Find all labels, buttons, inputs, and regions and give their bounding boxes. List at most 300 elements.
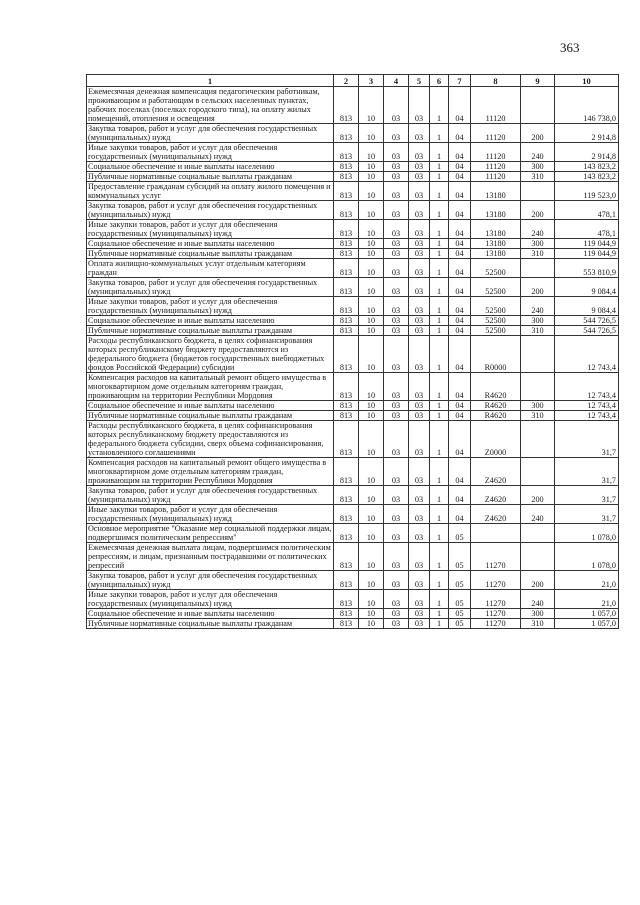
table-row — [87, 124, 619, 143]
code-cell-col-4: 03 — [384, 458, 409, 486]
code-cell-col-6: 1 — [430, 87, 449, 124]
code-cell-col-6: 1 — [430, 201, 449, 220]
code-cell-col-7: 04 — [449, 336, 471, 373]
code-cell-col-5: 03 — [409, 162, 430, 172]
code-cell-col-4: 03 — [384, 571, 409, 590]
code-cell-col-6: 1 — [430, 124, 449, 143]
table-row — [87, 316, 619, 326]
row-description: Предоставление гражданам субсидий на оплату жилого помещения и коммунальных услуг — [87, 182, 334, 201]
code-cell-col-6: 1 — [430, 609, 449, 619]
code-cell-col-3: 10 — [359, 239, 384, 249]
column-header-8: 8 — [471, 75, 521, 87]
table-row — [87, 326, 619, 336]
amount-cell: 1 057,0 — [555, 619, 619, 629]
code-cell-col-5: 03 — [409, 316, 430, 326]
code-cell-col-4: 03 — [384, 401, 409, 411]
code-cell-col-7: 05 — [449, 590, 471, 609]
code-cell-col-7: 05 — [449, 619, 471, 629]
code-cell-col-7: 05 — [449, 524, 471, 543]
code-cell-col-4: 03 — [384, 239, 409, 249]
code-cell-col-2: 813 — [334, 326, 359, 336]
row-description: Ежемесячная денежная выплата лицам, подвергшимся политическим репрессиям, и лицам, признанным пострадавшими от политических репрессий — [87, 543, 334, 571]
code-cell-col-2: 813 — [334, 297, 359, 316]
row-description: Публичные нормативные социальные выплаты гражданам — [87, 249, 334, 259]
code-cell-col-9 — [521, 524, 555, 543]
code-cell-col-6: 1 — [430, 143, 449, 162]
code-cell-col-4: 03 — [384, 297, 409, 316]
amount-cell: 119 044,9 — [555, 239, 619, 249]
code-cell-col-4: 03 — [384, 162, 409, 172]
code-cell-col-9: 300 — [521, 609, 555, 619]
code-cell-col-2: 813 — [334, 182, 359, 201]
code-cell-col-2: 813 — [334, 543, 359, 571]
code-cell-col-7: 04 — [449, 505, 471, 524]
code-cell-col-4: 03 — [384, 411, 409, 421]
code-cell-col-6: 1 — [430, 486, 449, 505]
code-cell-col-6: 1 — [430, 421, 449, 458]
code-cell-col-9: 240 — [521, 590, 555, 609]
code-cell-col-2: 813 — [334, 220, 359, 239]
code-cell-col-3: 10 — [359, 458, 384, 486]
code-cell-col-5: 03 — [409, 411, 430, 421]
code-cell-col-4: 03 — [384, 182, 409, 201]
amount-cell: 12 743,4 — [555, 336, 619, 373]
code-cell-col-8: Z4620 — [471, 505, 521, 524]
code-cell-col-5: 03 — [409, 297, 430, 316]
code-cell-col-7: 04 — [449, 278, 471, 297]
table-row — [87, 571, 619, 590]
amount-cell: 12 743,4 — [555, 401, 619, 411]
code-cell-col-8: Z0000 — [471, 421, 521, 458]
code-cell-col-9: 310 — [521, 326, 555, 336]
code-cell-col-7: 04 — [449, 297, 471, 316]
code-cell-col-5: 03 — [409, 524, 430, 543]
column-header-10: 10 — [555, 75, 619, 87]
amount-cell: 1 057,0 — [555, 609, 619, 619]
amount-cell: 544 726,5 — [555, 316, 619, 326]
code-cell-col-8: 11120 — [471, 124, 521, 143]
code-cell-col-3: 10 — [359, 486, 384, 505]
table-row — [87, 619, 619, 629]
amount-cell: 12 743,4 — [555, 373, 619, 401]
amount-cell: 31,7 — [555, 458, 619, 486]
code-cell-col-4: 03 — [384, 336, 409, 373]
code-cell-col-7: 04 — [449, 249, 471, 259]
code-cell-col-2: 813 — [334, 249, 359, 259]
row-description: Закупка товаров, работ и услуг для обеспечения государственных (муниципальных) нужд — [87, 201, 334, 220]
code-cell-col-9: 240 — [521, 220, 555, 239]
code-cell-col-5: 03 — [409, 458, 430, 486]
table-row — [87, 239, 619, 249]
table-row — [87, 87, 619, 124]
table-row — [87, 505, 619, 524]
code-cell-col-8: 11270 — [471, 619, 521, 629]
amount-cell: 31,7 — [555, 421, 619, 458]
code-cell-col-4: 03 — [384, 172, 409, 182]
code-cell-col-2: 813 — [334, 609, 359, 619]
amount-cell: 31,7 — [555, 505, 619, 524]
code-cell-col-3: 10 — [359, 124, 384, 143]
code-cell-col-4: 03 — [384, 278, 409, 297]
table-row — [87, 336, 619, 373]
code-cell-col-7: 04 — [449, 220, 471, 239]
code-cell-col-2: 813 — [334, 316, 359, 326]
code-cell-col-3: 10 — [359, 401, 384, 411]
code-cell-col-4: 03 — [384, 524, 409, 543]
code-cell-col-6: 1 — [430, 239, 449, 249]
code-cell-col-8: 13180 — [471, 239, 521, 249]
code-cell-col-2: 813 — [334, 259, 359, 278]
code-cell-col-5: 03 — [409, 486, 430, 505]
code-cell-col-5: 03 — [409, 220, 430, 239]
row-description: Закупка товаров, работ и услуг для обеспечения государственных (муниципальных) нужд — [87, 486, 334, 505]
code-cell-col-9: 300 — [521, 401, 555, 411]
code-cell-col-4: 03 — [384, 421, 409, 458]
code-cell-col-6: 1 — [430, 571, 449, 590]
code-cell-col-6: 1 — [430, 543, 449, 571]
code-cell-col-9: 200 — [521, 486, 555, 505]
code-cell-col-3: 10 — [359, 249, 384, 259]
code-cell-col-5: 03 — [409, 124, 430, 143]
row-description: Оплата жилищно-коммунальных услуг отдельным категориям граждан — [87, 259, 334, 278]
amount-cell: 1 078,0 — [555, 543, 619, 571]
code-cell-col-8: 11270 — [471, 571, 521, 590]
code-cell-col-4: 03 — [384, 609, 409, 619]
code-cell-col-6: 1 — [430, 373, 449, 401]
code-cell-col-2: 813 — [334, 619, 359, 629]
code-cell-col-8: Z4620 — [471, 486, 521, 505]
code-cell-col-9: 200 — [521, 571, 555, 590]
code-cell-col-8: 13180 — [471, 220, 521, 239]
amount-cell: 119 044,9 — [555, 249, 619, 259]
code-cell-col-5: 03 — [409, 619, 430, 629]
table-row — [87, 373, 619, 401]
code-cell-col-2: 813 — [334, 411, 359, 421]
column-header-9: 9 — [521, 75, 555, 87]
row-description: Публичные нормативные социальные выплаты гражданам — [87, 326, 334, 336]
row-description: Расходы республиканского бюджета, в целях софинансирования которых республиканскому бюджету предоставляются из федерального бюджета субсидии, сверх объема софинансирования, установленного соглашениями — [87, 421, 334, 458]
code-cell-col-2: 813 — [334, 373, 359, 401]
table-row — [87, 590, 619, 609]
code-cell-col-6: 1 — [430, 411, 449, 421]
amount-cell: 143 823,2 — [555, 162, 619, 172]
code-cell-col-2: 813 — [334, 571, 359, 590]
amount-cell: 1 078,0 — [555, 524, 619, 543]
code-cell-col-8: 11120 — [471, 143, 521, 162]
row-description: Компенсация расходов на капитальный ремонт общего имущества в многоквартирном доме отдельным категориям граждан, проживающим на территории Республики Мордовия — [87, 373, 334, 401]
code-cell-col-6: 1 — [430, 619, 449, 629]
amount-cell: 478,1 — [555, 220, 619, 239]
table-row — [87, 278, 619, 297]
table-row — [87, 421, 619, 458]
code-cell-col-8: 11270 — [471, 590, 521, 609]
code-cell-col-4: 03 — [384, 220, 409, 239]
code-cell-col-7: 04 — [449, 458, 471, 486]
table-row — [87, 609, 619, 619]
code-cell-col-2: 813 — [334, 590, 359, 609]
code-cell-col-9 — [521, 259, 555, 278]
code-cell-col-8: 13180 — [471, 182, 521, 201]
code-cell-col-2: 813 — [334, 421, 359, 458]
table-row — [87, 524, 619, 543]
amount-cell: 2 914,8 — [555, 143, 619, 162]
code-cell-col-2: 813 — [334, 162, 359, 172]
table-body — [87, 87, 619, 629]
row-description: Иные закупки товаров, работ и услуг для обеспечения государственных (муниципальных) нужд — [87, 297, 334, 316]
code-cell-col-4: 03 — [384, 316, 409, 326]
amount-cell: 9 084,4 — [555, 278, 619, 297]
table-row — [87, 543, 619, 571]
code-cell-col-8: 11120 — [471, 172, 521, 182]
code-cell-col-8: 11270 — [471, 609, 521, 619]
code-cell-col-2: 813 — [334, 172, 359, 182]
table-row — [87, 162, 619, 172]
row-description: Социальное обеспечение и иные выплаты населению — [87, 239, 334, 249]
row-description: Закупка товаров, работ и услуг для обеспечения государственных (муниципальных) нужд — [87, 124, 334, 143]
amount-cell: 478,1 — [555, 201, 619, 220]
code-cell-col-7: 05 — [449, 609, 471, 619]
column-header-6: 6 — [430, 75, 449, 87]
row-description: Социальное обеспечение и иные выплаты населению — [87, 162, 334, 172]
code-cell-col-9: 300 — [521, 239, 555, 249]
code-cell-col-5: 03 — [409, 278, 430, 297]
code-cell-col-4: 03 — [384, 619, 409, 629]
code-cell-col-8: R0000 — [471, 336, 521, 373]
code-cell-col-2: 813 — [334, 458, 359, 486]
code-cell-col-8: 13180 — [471, 201, 521, 220]
row-description: Расходы республиканского бюджета, в целях софинансирования которых республиканскому бюджету предоставляются из федерального бюджета (бюджетов государственных внебюджетных фондов Российской Федерации) субсидии — [87, 336, 334, 373]
code-cell-col-5: 03 — [409, 421, 430, 458]
code-cell-col-2: 813 — [334, 336, 359, 373]
code-cell-col-6: 1 — [430, 401, 449, 411]
code-cell-col-7: 04 — [449, 124, 471, 143]
table-row — [87, 201, 619, 220]
code-cell-col-9: 310 — [521, 172, 555, 182]
row-description: Закупка товаров, работ и услуг для обеспечения государственных (муниципальных) нужд — [87, 571, 334, 590]
table-row — [87, 486, 619, 505]
code-cell-col-2: 813 — [334, 401, 359, 411]
code-cell-col-9: 240 — [521, 297, 555, 316]
code-cell-col-4: 03 — [384, 590, 409, 609]
code-cell-col-3: 10 — [359, 590, 384, 609]
row-description: Компенсация расходов на капитальный ремонт общего имущества в многоквартирном доме отдельным категориям граждан, проживающим на территории Республики Мордовия — [87, 458, 334, 486]
row-description: Основное мероприятие "Оказание мер социальной поддержки лицам, подвергшимся политическим репрессиям" — [87, 524, 334, 543]
code-cell-col-5: 03 — [409, 505, 430, 524]
code-cell-col-6: 1 — [430, 220, 449, 239]
code-cell-col-9 — [521, 336, 555, 373]
code-cell-col-4: 03 — [384, 486, 409, 505]
code-cell-col-5: 03 — [409, 249, 430, 259]
code-cell-col-7: 05 — [449, 543, 471, 571]
code-cell-col-5: 03 — [409, 401, 430, 411]
column-header-3: 3 — [359, 75, 384, 87]
amount-cell: 544 726,5 — [555, 326, 619, 336]
code-cell-col-9: 240 — [521, 505, 555, 524]
table-row — [87, 249, 619, 259]
code-cell-col-4: 03 — [384, 87, 409, 124]
code-cell-col-5: 03 — [409, 571, 430, 590]
table-header-row — [87, 75, 619, 87]
code-cell-col-3: 10 — [359, 182, 384, 201]
code-cell-col-5: 03 — [409, 326, 430, 336]
amount-cell: 21,0 — [555, 571, 619, 590]
code-cell-col-7: 04 — [449, 239, 471, 249]
row-description: Публичные нормативные социальные выплаты гражданам — [87, 172, 334, 182]
table-row — [87, 411, 619, 421]
code-cell-col-8: 52500 — [471, 316, 521, 326]
code-cell-col-3: 10 — [359, 609, 384, 619]
code-cell-col-5: 03 — [409, 143, 430, 162]
code-cell-col-9 — [521, 182, 555, 201]
code-cell-col-3: 10 — [359, 87, 384, 124]
column-header-4: 4 — [384, 75, 409, 87]
table-row — [87, 401, 619, 411]
code-cell-col-3: 10 — [359, 278, 384, 297]
code-cell-col-5: 03 — [409, 182, 430, 201]
code-cell-col-2: 813 — [334, 201, 359, 220]
table-row — [87, 297, 619, 316]
code-cell-col-6: 1 — [430, 316, 449, 326]
code-cell-col-7: 04 — [449, 401, 471, 411]
code-cell-col-9 — [521, 458, 555, 486]
code-cell-col-3: 10 — [359, 373, 384, 401]
code-cell-col-6: 1 — [430, 172, 449, 182]
code-cell-col-7: 04 — [449, 87, 471, 124]
code-cell-col-7: 04 — [449, 259, 471, 278]
table-row — [87, 143, 619, 162]
row-description: Иные закупки товаров, работ и услуг для обеспечения государственных (муниципальных) нужд — [87, 220, 334, 239]
row-description: Публичные нормативные социальные выплаты гражданам — [87, 411, 334, 421]
code-cell-col-5: 03 — [409, 172, 430, 182]
column-header-7: 7 — [449, 75, 471, 87]
amount-cell: 9 084,4 — [555, 297, 619, 316]
code-cell-col-6: 1 — [430, 162, 449, 172]
code-cell-col-3: 10 — [359, 411, 384, 421]
code-cell-col-4: 03 — [384, 543, 409, 571]
code-cell-col-5: 03 — [409, 87, 430, 124]
code-cell-col-8 — [471, 524, 521, 543]
code-cell-col-4: 03 — [384, 201, 409, 220]
code-cell-col-6: 1 — [430, 326, 449, 336]
code-cell-col-3: 10 — [359, 297, 384, 316]
code-cell-col-8: 52500 — [471, 326, 521, 336]
table-row — [87, 172, 619, 182]
code-cell-col-2: 813 — [334, 524, 359, 543]
code-cell-col-8: R4620 — [471, 373, 521, 401]
code-cell-col-7: 04 — [449, 373, 471, 401]
table-row — [87, 458, 619, 486]
code-cell-col-9: 310 — [521, 249, 555, 259]
budget-table — [86, 74, 619, 629]
code-cell-col-6: 1 — [430, 249, 449, 259]
column-header-2: 2 — [334, 75, 359, 87]
row-description: Ежемесячная денежная компенсация педагогическим работникам, проживающим и работающим в сельских населенных пунктах, рабочих поселках (поселках городского типа), на оплату жилых помещений, отопления и освещения — [87, 87, 334, 124]
amount-cell: 2 914,8 — [555, 124, 619, 143]
table-row — [87, 259, 619, 278]
code-cell-col-3: 10 — [359, 143, 384, 162]
code-cell-col-9: 310 — [521, 619, 555, 629]
amount-cell: 553 810,9 — [555, 259, 619, 278]
table-row — [87, 220, 619, 239]
code-cell-col-7: 04 — [449, 486, 471, 505]
code-cell-col-2: 813 — [334, 87, 359, 124]
column-header-5: 5 — [409, 75, 430, 87]
code-cell-col-4: 03 — [384, 326, 409, 336]
column-header-1: 1 — [87, 75, 334, 87]
code-cell-col-5: 03 — [409, 336, 430, 373]
code-cell-col-9: 300 — [521, 316, 555, 326]
code-cell-col-3: 10 — [359, 524, 384, 543]
amount-cell: 146 738,0 — [555, 87, 619, 124]
code-cell-col-7: 04 — [449, 162, 471, 172]
code-cell-col-2: 813 — [334, 239, 359, 249]
code-cell-col-3: 10 — [359, 421, 384, 458]
code-cell-col-3: 10 — [359, 543, 384, 571]
code-cell-col-3: 10 — [359, 220, 384, 239]
code-cell-col-9 — [521, 421, 555, 458]
code-cell-col-4: 03 — [384, 143, 409, 162]
code-cell-col-7: 05 — [449, 571, 471, 590]
code-cell-col-2: 813 — [334, 124, 359, 143]
code-cell-col-8: R4620 — [471, 411, 521, 421]
code-cell-col-3: 10 — [359, 505, 384, 524]
code-cell-col-7: 04 — [449, 182, 471, 201]
code-cell-col-9 — [521, 373, 555, 401]
code-cell-col-8: 52500 — [471, 259, 521, 278]
table-row — [87, 182, 619, 201]
code-cell-col-4: 03 — [384, 373, 409, 401]
code-cell-col-2: 813 — [334, 278, 359, 297]
code-cell-col-3: 10 — [359, 162, 384, 172]
row-description: Закупка товаров, работ и услуг для обеспечения государственных (муниципальных) нужд — [87, 278, 334, 297]
code-cell-col-8: R4620 — [471, 401, 521, 411]
amount-cell: 12 743,4 — [555, 411, 619, 421]
code-cell-col-6: 1 — [430, 297, 449, 316]
code-cell-col-6: 1 — [430, 590, 449, 609]
code-cell-col-9: 310 — [521, 411, 555, 421]
row-description: Социальное обеспечение и иные выплаты населению — [87, 401, 334, 411]
code-cell-col-3: 10 — [359, 571, 384, 590]
row-description: Иные закупки товаров, работ и услуг для обеспечения государственных (муниципальных) нужд — [87, 590, 334, 609]
amount-cell: 143 823,2 — [555, 172, 619, 182]
code-cell-col-7: 04 — [449, 172, 471, 182]
page-number: 363 — [560, 40, 580, 55]
code-cell-col-3: 10 — [359, 172, 384, 182]
code-cell-col-8: 52500 — [471, 278, 521, 297]
code-cell-col-4: 03 — [384, 259, 409, 278]
code-cell-col-3: 10 — [359, 259, 384, 278]
code-cell-col-9: 300 — [521, 162, 555, 172]
code-cell-col-8: 11120 — [471, 87, 521, 124]
row-description: Иные закупки товаров, работ и услуг для обеспечения государственных (муниципальных) нужд — [87, 505, 334, 524]
code-cell-col-8: 11270 — [471, 543, 521, 571]
row-description: Публичные нормативные социальные выплаты гражданам — [87, 619, 334, 629]
code-cell-col-5: 03 — [409, 259, 430, 278]
code-cell-col-5: 03 — [409, 373, 430, 401]
code-cell-col-4: 03 — [384, 505, 409, 524]
code-cell-col-3: 10 — [359, 326, 384, 336]
code-cell-col-7: 04 — [449, 411, 471, 421]
code-cell-col-3: 10 — [359, 619, 384, 629]
code-cell-col-6: 1 — [430, 505, 449, 524]
amount-cell: 21,0 — [555, 590, 619, 609]
code-cell-col-9: 240 — [521, 143, 555, 162]
code-cell-col-5: 03 — [409, 543, 430, 571]
code-cell-col-6: 1 — [430, 458, 449, 486]
code-cell-col-7: 04 — [449, 421, 471, 458]
code-cell-col-3: 10 — [359, 316, 384, 326]
code-cell-col-9 — [521, 87, 555, 124]
